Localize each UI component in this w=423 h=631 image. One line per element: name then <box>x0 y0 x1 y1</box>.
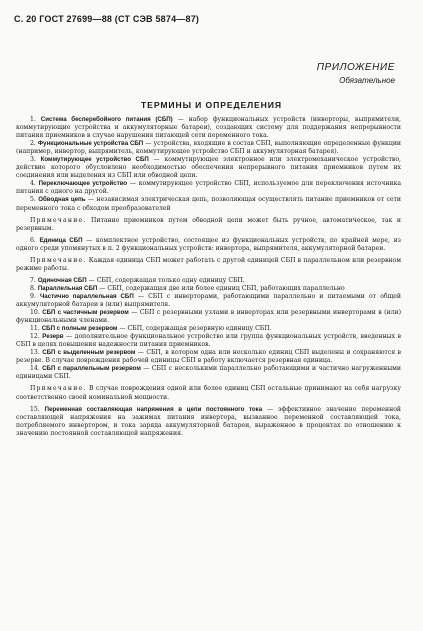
appendix-title: ПРИЛОЖЕНИЕ <box>316 62 395 73</box>
note-paragraph <box>16 385 401 401</box>
item-number: 9. <box>30 292 40 300</box>
definition-item <box>16 309 401 325</box>
definition-item <box>16 180 401 196</box>
note-text: В случае повреждения одной или более единиц СБП остальные принимают на себя нагрузку соответственно своей номинальной мощности. <box>16 385 401 401</box>
item-number: 11. <box>30 325 42 333</box>
definition-item <box>16 365 401 381</box>
item-number: 5. <box>30 196 39 204</box>
item-number: 15. <box>30 405 45 413</box>
definition-item <box>16 325 401 333</box>
definition-text: — устройства, входящие в состав СБП, выполняющие определенные функции (например, инвертор, выпрямитель, коммутирующее устройство СБП и аккумуляторная батарея). <box>16 140 402 156</box>
definition-text: — независимая электрическая цепь, позволяющая осуществлять питание приемников от сети переменного тока с обходом преобразователей <box>16 196 402 212</box>
definition-text: — СБП с несколькими параллельно работающими и частично нагруженными единицами СБП. <box>16 365 402 381</box>
definition-text: — СБП, содержащая две или более единиц СБП, работающих параллельно <box>97 284 345 292</box>
term: Система бесперебойного питания (СБП) <box>40 116 173 123</box>
definition-item <box>16 285 401 293</box>
term: СБП с параллельным резервом <box>42 365 141 373</box>
definition-text: — коммутирующее электронное или электромеханическое устройство, действие которого обусловлено необходимостью обеспечения непрерывного питания приемников путем их соединения или выделения из СБП или обводной цепи. <box>16 156 401 180</box>
term: Функциональные устройства СБП <box>37 140 144 148</box>
term: Переключающее устройство <box>38 180 128 188</box>
definition-text: — СБП с резервными узлами в инверторах или резервными инверторами в (или) функциональными членами. <box>16 309 401 325</box>
term: Единица СБП <box>39 236 83 244</box>
definition-text: — СБП с инверторами, работающими параллельно и питаемыми от общей аккумуляторной батареи в (или) выпрямителя. <box>16 292 402 308</box>
term: СБП с частичным резервом <box>42 309 129 317</box>
term: Переменная составляющая напряжения в цепи постоянного тока <box>44 405 263 413</box>
item-number: 14. <box>30 365 43 373</box>
definition-item <box>16 196 401 212</box>
definition-text: — комплектное устройство, состоящее из функциональных устройств, по крайней мере, из одного среди упомянутых в п. 2 функциональных устройств: инвертора, выпрямителя, аккумуляторной батареи. <box>16 236 402 252</box>
item-number: 3. <box>30 156 41 164</box>
note-label: Примечание. <box>30 385 87 393</box>
term: Параллельная СБП <box>37 284 98 292</box>
definition-text: — дополнительное функциональное устройство или группа функциональных устройств, введенных в СБП в целях повышения надежности питания приемников. <box>16 333 401 349</box>
definition-item <box>16 140 401 156</box>
term: Резерв <box>42 333 64 341</box>
item-number: 8. <box>30 284 38 292</box>
definitions-body <box>16 116 401 438</box>
item-number: 4. <box>30 180 39 188</box>
definition-text: — набор функциональных устройств (инверторы, выпрямители, коммутирующие устройства и аккумуляторные батареи), создающих систему для поддержания непрерывности питания приемников в случае нарушения питающей сети переменного тока. <box>16 116 402 140</box>
definition-text: — эффективное значение переменной составляющей напряжения на зажимах питания инвертора, вызванное переменной составляющей тока, потребляемого инвертором, и тока заряда аккумуляторной батареи, выраженное в процентах по отношению к значению постоянной составляющей напряжения. <box>16 405 402 437</box>
definition-item <box>16 277 401 285</box>
note-label: Примечание. <box>30 216 87 224</box>
term: СБП с выделенным резервом <box>42 349 136 357</box>
item-number: 6. <box>30 236 40 244</box>
appendix-subtitle: Обязательное <box>339 76 395 85</box>
page-header: С. 20 ГОСТ 27699—88 (СТ СЭВ 5874—87) <box>14 14 200 24</box>
appendix-label <box>317 62 395 85</box>
term: Обводная цепь <box>38 196 86 204</box>
definition-text: — СБП, содержащая резервную единицу СБП. <box>117 325 272 333</box>
section-title: ТЕРМИНЫ И ОПРЕДЕЛЕНИЯ <box>141 100 282 110</box>
item-number: 10. <box>30 309 43 317</box>
note-text: Каждая единица СБП может работать с другой единицей СБП в параллельном или резервном режиме работы. <box>16 256 401 272</box>
item-number: 7. <box>30 276 38 284</box>
note-paragraph <box>16 217 401 233</box>
definition-item <box>16 349 401 365</box>
item-number: 13. <box>30 349 43 357</box>
item-number: 12. <box>30 333 43 341</box>
definition-text: — СБП, в котором одна или несколько единиц СБП выделены и сохраняются в резерве. В случае повреждения рабочей единицы СБП в работу включается резервная единица. <box>16 349 402 365</box>
definition-text: — коммутирующее устройство СБП, используемое для переключения источника питания с одного на другой. <box>16 180 401 196</box>
definition-item <box>16 293 401 309</box>
term: Коммутирующее устройство СБП <box>40 156 149 164</box>
item-number: 1. <box>30 116 41 123</box>
term: СБП с полным резервом <box>41 325 118 333</box>
definition-item <box>16 406 401 438</box>
definition-item <box>16 116 401 140</box>
note-label: Примечание. <box>30 256 87 264</box>
item-number: 2. <box>30 140 38 148</box>
definition-text: — СБП, содержащая только одну единицу СБП. <box>86 276 245 284</box>
term: Частично параллельная СБП <box>39 292 134 300</box>
note-text: Питание приемников путем обводной цепи может быть ручное, автоматическое, так и резервным. <box>16 216 401 232</box>
note-paragraph <box>16 257 401 273</box>
definition-item <box>16 237 401 253</box>
definition-item <box>16 156 401 180</box>
term: Одиночная СБП <box>37 276 87 284</box>
definition-item <box>16 333 401 349</box>
